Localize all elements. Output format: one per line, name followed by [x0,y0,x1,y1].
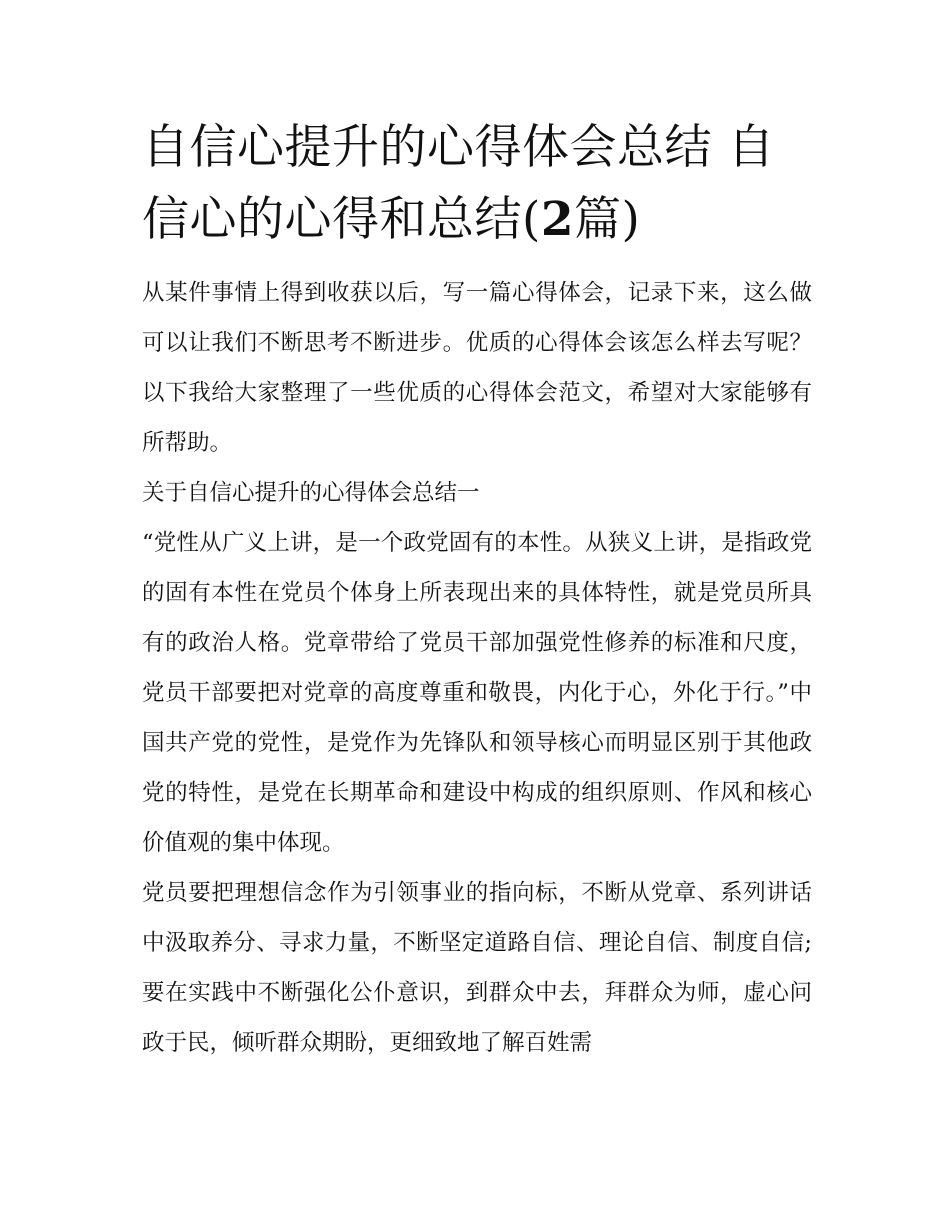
title-number: 2 [540,192,575,247]
document-content [142,112,812,1068]
section-heading: 关于自信心提升的心得体会总结一 [142,480,480,506]
body-paragraph-2: 党员要把理想信念作为引领事业的指向标，不断从党章、系列讲话中汲取养分、寻求力量，不断坚定道路自信、理论自信、制度自信;要在实践中不断强化公仆意识，到群众中去，拜群众为师，虚心问政于民，倾听群众期盼，更细致地了解百姓需 [142,880,812,1056]
title-text-part1: 自信心提升的心得体会总结 自信心的心得和总结( [142,120,775,247]
title-text-part2: 篇) [574,192,641,247]
document-body [142,268,812,1068]
body-paragraph-1: “党性从广义上讲，是一个政党固有的本性。从狭义上讲，是指政党的固有本性在党员个体身上所表现出来的具体特性，就是党员所具有的政治人格。党章带给了党员干部加强党性修养的标准和尺度，党员干部要把对党章的高度尊重和敬畏，内化于心，外化于行。”中国共产党的党性，是党作为先锋队和领导核心而明显区别于其他政党的特性，是党在长期革命和建设中构成的组织原则、作风和核心价值观的集中体现。 [142,530,812,856]
document-title [142,112,812,256]
intro-paragraph: 从某件事情上得到收获以后，写一篇心得体会，记录下来，这么做可以让我们不断思考不断进步。优质的心得体会该怎么样去写呢？以下我给大家整理了一些优质的心得体会范文，希望对大家能够有所帮助。 [142,280,812,456]
